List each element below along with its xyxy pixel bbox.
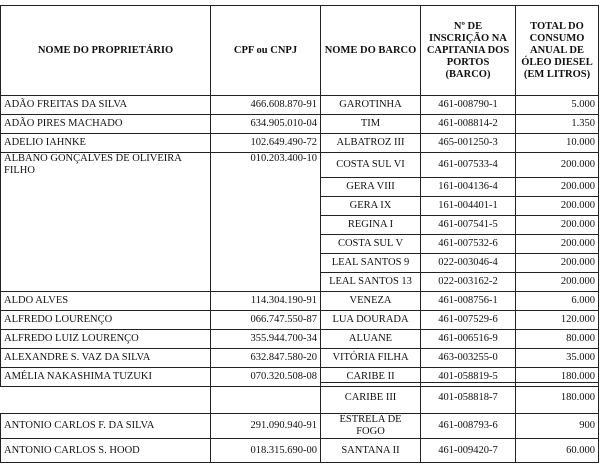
cpf-cell: 291.090.940-91 <box>211 414 321 439</box>
registration-cell: 461-007541-5 <box>421 215 516 234</box>
owner-cell: ALFREDO LUIZ LOURENÇO <box>1 329 211 348</box>
boat-name-cell: COSTA SUL VI <box>321 153 421 178</box>
boat-name-cell: SANTANA II <box>321 439 421 463</box>
registration-cell: 401-058819-5 <box>421 367 516 386</box>
registration-cell: 463-003255-0 <box>421 348 516 367</box>
registration-cell: 461-007529-6 <box>421 310 516 329</box>
consumption-cell: 180.000 <box>516 383 599 414</box>
consumption-cell: 6.000 <box>516 291 599 310</box>
table-row <box>1 348 599 367</box>
owner-cell: ADÃO FREITAS DA SILVA <box>1 96 211 115</box>
owner-cell <box>1 253 211 272</box>
consumption-cell: 35.000 <box>516 348 599 367</box>
table-row <box>1 291 599 310</box>
boat-name-cell: LUA DOURADA <box>321 310 421 329</box>
registration-cell: 022-003162-2 <box>421 272 516 291</box>
cpf-cell <box>211 234 321 253</box>
table-row <box>1 272 599 291</box>
owner-cell: ALDO ALVES <box>1 291 211 310</box>
cpf-cell: 632.847.580-20 <box>211 348 321 367</box>
header-boat: NOME DO BARCO <box>321 6 421 96</box>
boat-name-cell: GAROTINHA <box>321 96 421 115</box>
boat-name-cell: TIM <box>321 115 421 134</box>
consumption-cell: 120.000 <box>516 310 599 329</box>
cpf-cell: 114.304.190-91 <box>211 291 321 310</box>
table-row <box>1 153 599 178</box>
consumption-cell: 900 <box>516 414 599 439</box>
boat-name-cell: GERA VIII <box>321 177 421 196</box>
table-row <box>1 383 599 414</box>
owner-cell <box>1 383 211 414</box>
table-row <box>1 134 599 153</box>
cpf-cell: 018.315.690-00 <box>211 439 321 463</box>
table-row <box>1 439 599 463</box>
table-row <box>1 196 599 215</box>
owner-cell: ANTONIO CARLOS S. HOOD <box>1 439 211 463</box>
consumption-cell: 200.000 <box>516 234 599 253</box>
owner-cell: AMÉLIA NAKASHIMA TUZUKI <box>1 367 211 386</box>
header-registration: Nº DE INSCRIÇÃO NA CAPITANIA DOS PORTOS (BARCO) <box>421 6 516 96</box>
table-row <box>1 310 599 329</box>
cpf-cell: 466.608.870-91 <box>211 96 321 115</box>
table-row <box>1 234 599 253</box>
table-row <box>1 215 599 234</box>
boat-name-cell: COSTA SUL V <box>321 234 421 253</box>
consumption-cell: 200.000 <box>516 253 599 272</box>
boat-name-cell: LEAL SANTOS 9 <box>321 253 421 272</box>
consumption-cell: 60.000 <box>516 439 599 463</box>
table-row <box>1 414 599 439</box>
owner-cell: ADÃO PIRES MACHADO <box>1 115 211 134</box>
registration-cell: 461-007532-6 <box>421 234 516 253</box>
boat-name-cell: ALUANE <box>321 329 421 348</box>
cpf-cell <box>211 272 321 291</box>
owner-cell: ALFREDO LOURENÇO <box>1 310 211 329</box>
consumption-cell: 200.000 <box>516 153 599 178</box>
header-owner: NOME DO PROPRIETÁRIO <box>1 6 211 96</box>
cpf-cell: 070.320.508-08 <box>211 367 321 386</box>
owner-cell <box>1 234 211 253</box>
consumption-cell: 200.000 <box>516 215 599 234</box>
boat-name-cell: VENEZA <box>321 291 421 310</box>
owner-cell: ALBANO GONÇALVES DE OLIVEIRA FILHO <box>1 153 211 178</box>
registration-cell: 161-004136-4 <box>421 177 516 196</box>
owner-cell: ANTONIO CARLOS F. DA SILVA <box>1 414 211 439</box>
registration-cell: 461-006516-9 <box>421 329 516 348</box>
registration-cell: 461-009420-7 <box>421 439 516 463</box>
consumption-cell: 10.000 <box>516 134 599 153</box>
consumption-cell: 180.000 <box>516 367 599 386</box>
boat-name-cell: GERA IX <box>321 196 421 215</box>
diesel-consumption-table-continued <box>0 382 599 463</box>
boat-name-cell: CARIBE II <box>321 367 421 386</box>
cpf-cell: 355.944.700-34 <box>211 329 321 348</box>
diesel-consumption-table <box>0 5 599 387</box>
consumption-cell: 200.000 <box>516 196 599 215</box>
consumption-cell: 200.000 <box>516 272 599 291</box>
cpf-cell: 066.747.550-87 <box>211 310 321 329</box>
registration-cell: 461-008814-2 <box>421 115 516 134</box>
registration-cell: 461-008790-1 <box>421 96 516 115</box>
table-row <box>1 253 599 272</box>
header-cpf: CPF ou CNPJ <box>211 6 321 96</box>
cpf-cell: 634.905.010-04 <box>211 115 321 134</box>
header-consumption: TOTAL DO CONSUMO ANUAL DE ÓLEO DIESEL (EM LITROS) <box>516 6 599 96</box>
boat-name-cell: ALBATROZ III <box>321 134 421 153</box>
owner-cell: ADELIO IAHNKE <box>1 134 211 153</box>
registration-cell: 461-008756-1 <box>421 291 516 310</box>
cpf-cell: 102.649.490-72 <box>211 134 321 153</box>
owner-cell <box>1 196 211 215</box>
cpf-cell <box>211 196 321 215</box>
cpf-cell: 010.203.400-10 <box>211 153 321 178</box>
consumption-cell: 80.000 <box>516 329 599 348</box>
cpf-cell <box>211 215 321 234</box>
boat-name-cell: LEAL SANTOS 13 <box>321 272 421 291</box>
table-row <box>1 115 599 134</box>
registration-cell: 461-007533-4 <box>421 153 516 178</box>
registration-cell: 401-058818-7 <box>421 383 516 414</box>
boat-name-cell: REGINA I <box>321 215 421 234</box>
registration-cell: 161-004401-1 <box>421 196 516 215</box>
owner-cell <box>1 272 211 291</box>
table-row <box>1 177 599 196</box>
boat-name-cell: VITÓRIA FILHA <box>321 348 421 367</box>
registration-cell: 465-001250-3 <box>421 134 516 153</box>
table-row <box>1 329 599 348</box>
registration-cell: 022-003046-4 <box>421 253 516 272</box>
header-row <box>1 6 599 96</box>
owner-cell: ALEXANDRE S. VAZ DA SILVA <box>1 348 211 367</box>
registration-cell: 461-008793-6 <box>421 414 516 439</box>
cpf-cell <box>211 383 321 414</box>
consumption-cell: 1.350 <box>516 115 599 134</box>
table-row <box>1 96 599 115</box>
owner-cell <box>1 177 211 196</box>
owner-cell <box>1 215 211 234</box>
consumption-cell: 200.000 <box>516 177 599 196</box>
cpf-cell <box>211 253 321 272</box>
cpf-cell <box>211 177 321 196</box>
boat-name-cell: ESTRELA DE FOGO <box>321 414 421 439</box>
boat-name-cell: CARIBE III <box>321 383 421 414</box>
consumption-cell: 5.000 <box>516 96 599 115</box>
